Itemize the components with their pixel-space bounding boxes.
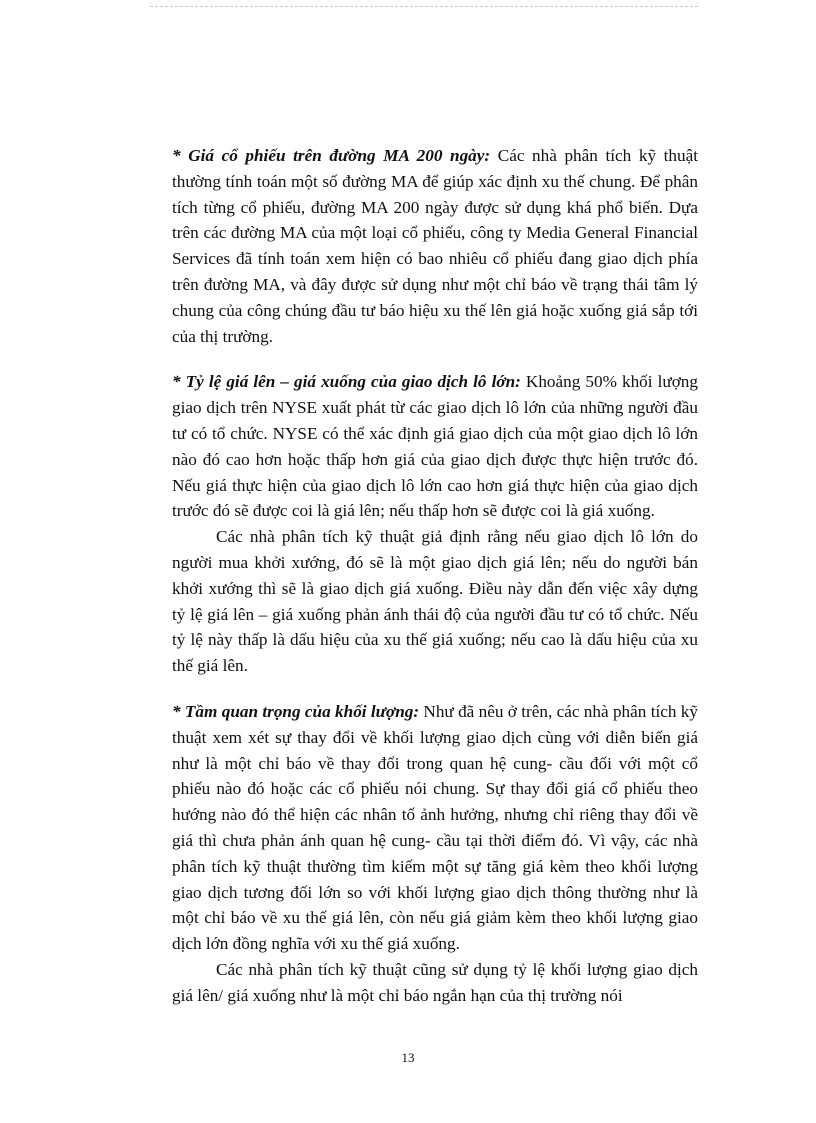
scan-top-rule xyxy=(150,6,698,7)
paragraph-volume-ratio xyxy=(172,957,698,1009)
paragraph-block-trade-ratio xyxy=(172,369,698,524)
paragraph-text: Như đã nêu ở trên, các nhà phân tích kỹ thuật xem xét sự thay đổi về khối lượng giao dịch cùng với diễn biến giá như là một chỉ báo về thay đổi trong quan hệ cung- cầu đối với một cổ phiếu nào đó hoặc các cổ phiếu nói chung. Sự thay đổi giá cổ phiếu theo hướng nào đó thể hiện các nhân tố ảnh hưởng, nhưng chỉ riêng thay đổi về giá thì chưa phản ánh quan hệ cung- cầu tại thời điểm đó. Vì vậy, các nhà phân tích kỹ thuật thường tìm kiếm một sự tăng giá kèm theo khối lượng giao dịch tương đối lớn so với khối lượng giao dịch thông thường như là một chỉ báo về xu thế giá lên, còn nếu giá giảm kèm theo khối lượng giao dịch lớn đồng nghĩa với xu thế giá xuống. xyxy=(172,701,698,954)
paragraph-text: Các nhà phân tích kỹ thuật giả định rằng nếu giao dịch lô lớn do người mua khởi xướng, đó sẽ là một giao dịch giá lên; nếu do người bán khởi xướng thì sẽ là giao dịch giá xuống. Điều này dẫn đến việc xây dựng tỷ lệ giá lên – giá xuống phản ánh thái độ của người đầu tư có tổ chức. Nếu tỷ lệ này thấp là dấu hiệu của xu thế giá xuống; nếu cao là dấu hiệu của xu thế giá lên. xyxy=(172,527,698,676)
paragraph-lead: * Giá cổ phiếu trên đường MA 200 ngày: xyxy=(172,146,491,165)
paragraph-block-trade-assumption xyxy=(172,524,698,679)
paragraph-ma-200 xyxy=(172,143,698,349)
paragraph-lead: * Tỷ lệ giá lên – giá xuống của giao dịch lô lớn: xyxy=(172,372,521,392)
document-body xyxy=(172,143,698,1009)
paragraph-text: Các nhà phân tích kỹ thuật cũng sử dụng tỷ lệ khối lượng giao dịch giá lên/ giá xuống như là một chỉ báo ngắn hạn của thị trường nói xyxy=(172,959,698,1005)
page-number: 13 xyxy=(401,1050,415,1065)
paragraph-text: Các nhà phân tích kỹ thuật thường tính toán một số đường MA để giúp xác định xu thế chung. Để phân tích từng cổ phiếu, đường MA 200 ngày được sử dụng khá phổ biến. Dựa trên các đường MA của một loại cổ phiếu, công ty Media General Financial Services đã tính toán xem hiện có bao nhiêu cổ phiếu đang giao dịch phía trên đường MA, và đây được sử dụng như một chỉ báo về trạng thái tâm lý chung của công chúng đầu tư báo hiệu xu thế lên giá hoặc xuống giá sắp tới của thị trường. xyxy=(172,146,699,346)
paragraph-lead: * Tầm quan trọng của khối lượng: xyxy=(172,701,420,721)
paragraph-volume-importance xyxy=(172,699,698,957)
paragraph-text: Khoảng 50% khối lượng giao dịch trên NYSE xuất phát từ các giao dịch lô lớn của những người đầu tư có tổ chức. NYSE có thể xác định giá giao dịch của một giao dịch lô lớn nào đó cao hơn hoặc thấp hơn giá của giao dịch được thực hiện trước đó. Nếu giá thực hiện của giao dịch lô lớn cao hơn giá thực hiện của giao dịch trước đó sẽ được coi là giá lên; nếu thấp hơn sẽ được coi là giá xuống. xyxy=(172,372,698,521)
